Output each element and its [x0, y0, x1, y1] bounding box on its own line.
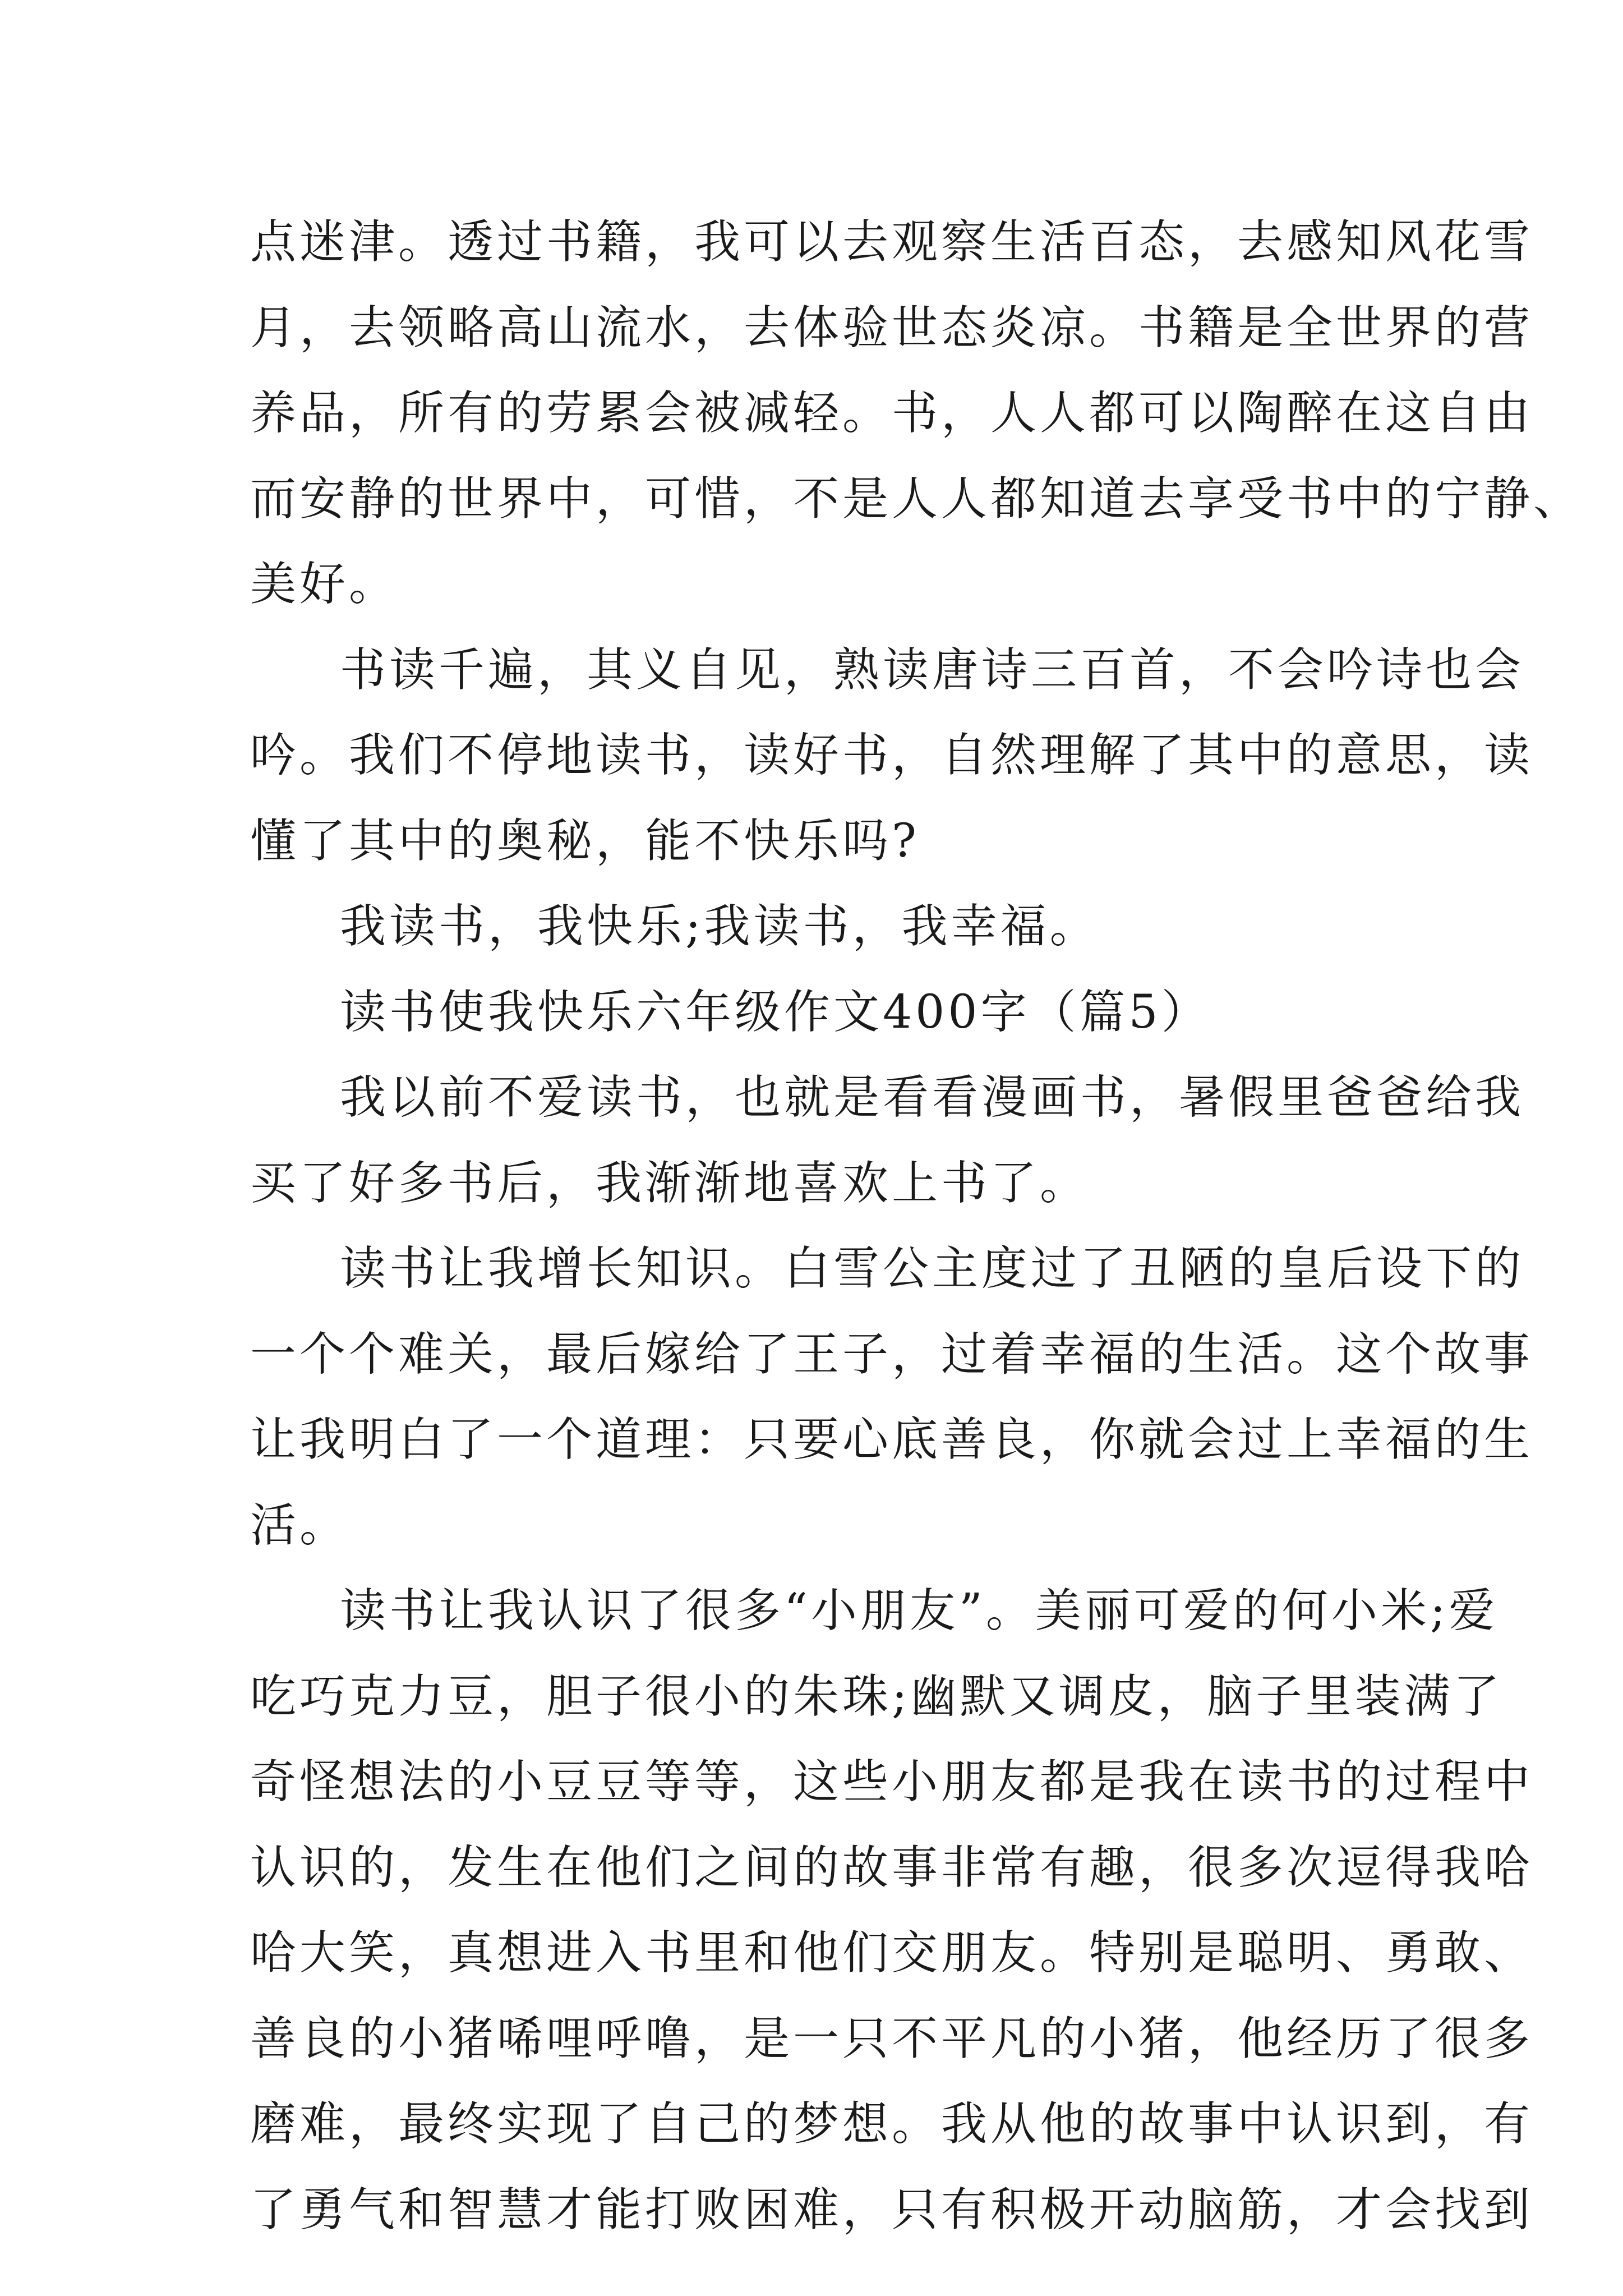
text-line: 吟。我们不停地读书，读好书，自然理解了其中的意思，读 [250, 729, 1534, 782]
text-line: 而安静的世界中，可惜，不是人人都知道去享受书中的宁静、 [250, 472, 1583, 526]
text-line: 活。 [250, 1498, 349, 1552]
body-text [250, 200, 1583, 2253]
text-line: 善良的小猪唏哩呼噜，是一只不平凡的小猪，他经历了很多 [250, 2012, 1534, 2065]
text-line: 了勇气和智慧才能打败困难，只有积极开动脑筋，才会找到 [250, 2183, 1534, 2237]
paragraph-start-line: 书读千遍，其义自见，熟读唐诗三百首，不会吟诗也会 [340, 643, 1525, 697]
text-line: 一个个难关，最后嫁给了王子，过着幸福的生活。这个故事 [250, 1327, 1534, 1381]
text-line: 奇怪想法的小豆豆等等，这些小朋友都是我在读书的过程中 [250, 1755, 1534, 1809]
text-line: 认识的，发生在他们之间的故事非常有趣，很多次逗得我哈 [250, 1841, 1534, 1894]
paragraph-start-line: 读书让我增长知识。白雪公主度过了丑陋的皇后设下的 [340, 1242, 1525, 1295]
text-line: 懂了其中的奥秘，能不快乐吗? [250, 814, 920, 868]
text-line: 点迷津。透过书籍，我可以去观察生活百态，去感知风花雪 [250, 215, 1534, 269]
text-line: 哈大笑，真想进入书里和他们交朋友。特别是聪明、勇敢、 [250, 1926, 1534, 1980]
text-line: 月，去领略高山流水，去体验世态炎凉。书籍是全世界的营 [250, 301, 1534, 355]
text-line: 买了好多书后，我渐渐地喜欢上书了。 [250, 1156, 1090, 1210]
paragraph-start-line: 我读书，我快乐;我读书，我幸福。 [340, 900, 1099, 953]
section-heading: 读书使我快乐六年级作文400字（篇5） [340, 985, 1211, 1039]
paragraph-start-line: 读书让我认识了很多“小朋友”。美丽可爱的何小米;爱 [340, 1584, 1498, 1637]
text-line: 磨难，最终实现了自己的梦想。我从他的故事中认识到，有 [250, 2097, 1534, 2151]
paragraph-start-line: 我以前不爱读书，也就是看看漫画书，暑假里爸爸给我 [340, 1071, 1525, 1124]
text-line: 美好。 [250, 558, 399, 611]
text-line: 养品，所有的劳累会被减轻。书，人人都可以陶醉在这自由 [250, 386, 1534, 440]
text-line: 让我明白了一个道理：只要心底善良，你就会过上幸福的生 [250, 1413, 1534, 1466]
text-line: 吃巧克力豆，胆子很小的朱珠;幽默又调皮，脑子里装满了 [250, 1669, 1503, 1723]
